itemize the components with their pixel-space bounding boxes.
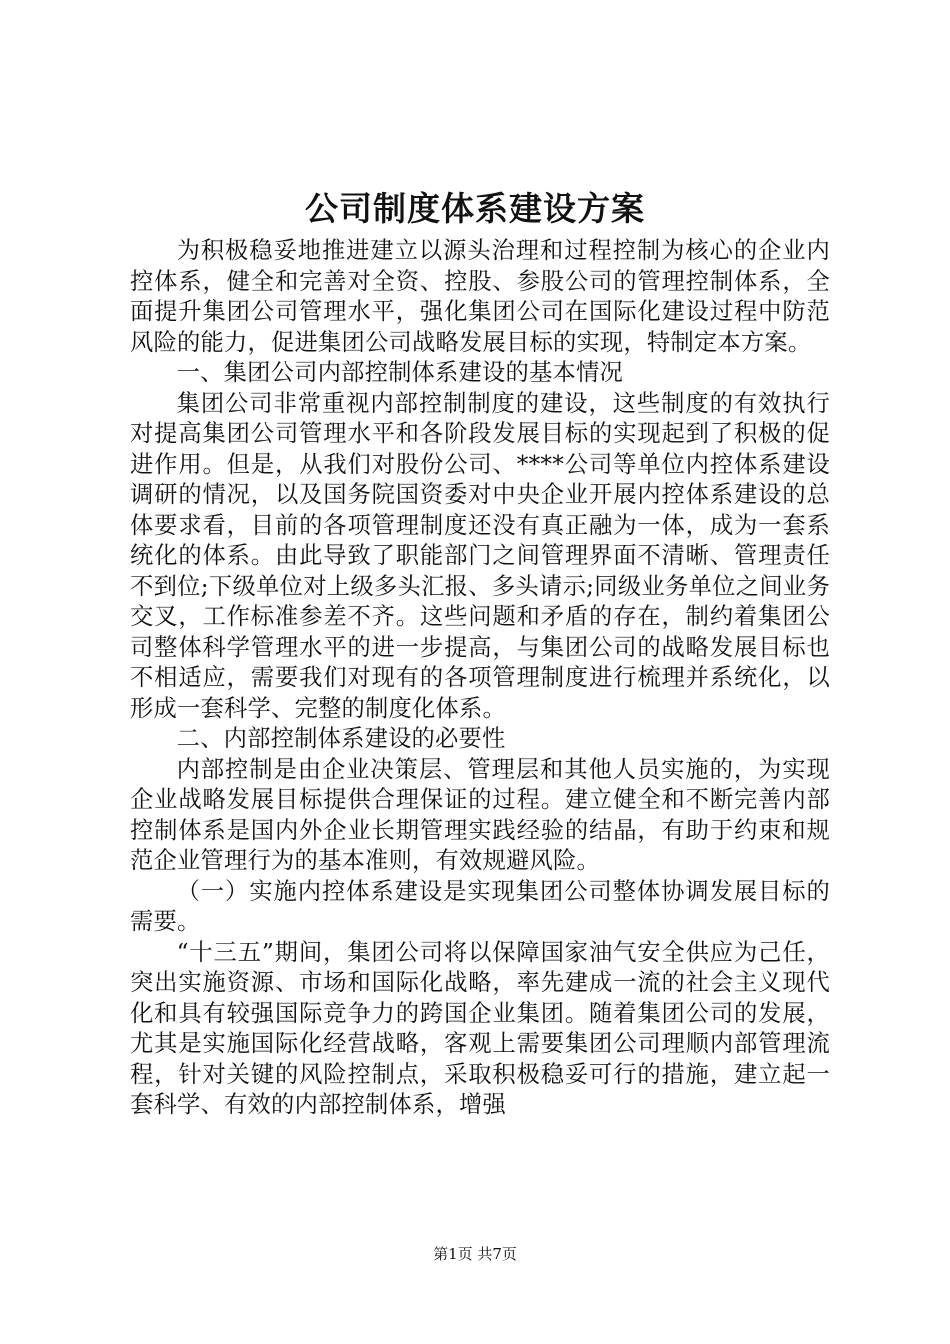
page-footer: 第1页 共7页 [433,1245,517,1263]
paragraph-intro: 为积极稳妥地推进建立以源头治理和过程控制为核心的企业内控体系，健全和完善对全资、控股、参股公司的管理控制体系，全面提升集团公司管理水平，强化集团公司在国际化建设过程中防范风险的能力，促进集团公司战略发展目标的实现，特制定本方案。 [130,237,830,356]
document-title: 公司制度体系建设方案 [305,189,645,228]
section-heading-1: 一、集团公司内部控制体系建设的基本情况 [176,359,624,386]
paragraph-internal-control: 内部控制是由企业决策层、管理层和其他人员实施的，为实现企业战略发展目标提供合理保证的过程。建立健全和不断完善内部控制体系是国内外企业长期管理实践经验的结晶，有助于约束和规范企业管理行为的基本准则，有效规避风险。 [130,755,830,874]
section-heading-2: 二、内部控制体系建设的必要性 [176,725,506,752]
paragraph-five-year-plan: “十三五”期间，集团公司将以保障国家油气安全供应为己任，突出实施资源、市场和国际化战略，率先建成一流的社会主义现代化和具有较强国际竞争力的跨国企业集团。随着集团公司的发展，尤其是实施国际化经营战略，客观上需要集团公司理顺内部管理流程，针对关键的风险控制点，采取积极稳妥可行的措施，建立起一套科学、有效的内部控制体系，增强 [130,938,830,1118]
document-body [130,236,830,1121]
paragraph-basic-situation: 集团公司非常重视内部控制制度的建设，这些制度的有效执行对提高集团公司管理水平和各阶段发展目标的实现起到了积极的促进作用。但是，从我们对股份公司、****公司等单位内控体系建设调研的情况，以及国务院国资委对中央企业开展内控体系建设的总体要求看，目前的各项管理制度还没有真正融为一体，成为一套系统化的体系。由此导致了职能部门之间管理界面不清晰、管理责任不到位;下级单位对上级多头汇报、多头请示;同级业务单位之间业务交叉，工作标准参差不齐。这些问题和矛盾的存在，制约着集团公司整体科学管理水平的进一步提高，与集团公司的战略发展目标也不相适应，需要我们对现有的各项管理制度进行梳理并系统化，以形成一套科学、完整的制度化体系。 [130,389,830,722]
subsection-heading-1: （一）实施内控体系建设是实现集团公司整体协调发展目标的需要。 [130,877,830,935]
